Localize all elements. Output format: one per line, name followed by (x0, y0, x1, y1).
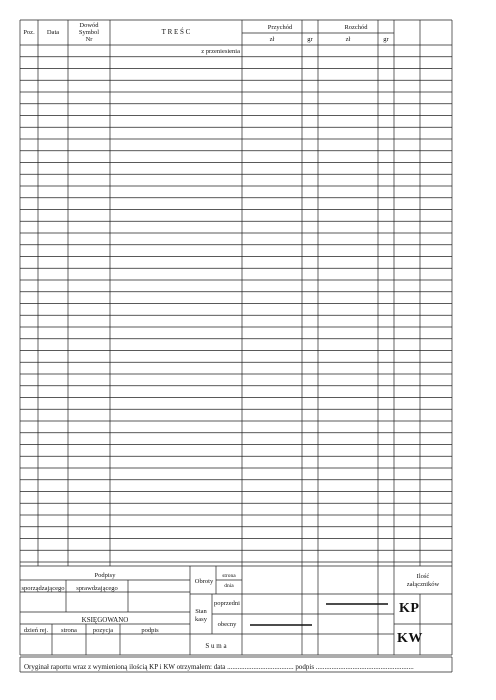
poprzedni-label: poprzedni (214, 600, 240, 607)
receipt-confirmation-line: Oryginał raportu wraz z wymienioną ilością KP i KW otrzymałem: data ...................................... podpis ........................................................ (24, 663, 414, 671)
ilosc-zalacznikow-label-1: Ilość (416, 573, 430, 580)
col-header-poz: Poz. (23, 29, 35, 36)
podpis-label: podpis (141, 627, 159, 634)
dzien-rej-label: dzień rej. (23, 627, 49, 634)
col-header-data: Data (46, 29, 60, 36)
podpisy-label: Podpisy (94, 572, 116, 579)
pozycja-label: pozycja (92, 627, 114, 634)
col-header-tresc: T R E Ś C (161, 28, 191, 36)
obecny-label: obecny (217, 621, 237, 628)
strona-dnia-label-2: dnia (224, 583, 234, 589)
suma-label: S u m a (205, 642, 227, 650)
kp-label: KP (399, 601, 420, 616)
z-przeniesienia-label: z przeniesienia (201, 48, 240, 55)
obroty-label: Obroty (194, 578, 214, 585)
sprawdzajacego-label: sprawdzającego (76, 585, 118, 592)
col-header-rozchod-zl: zł (345, 36, 351, 43)
stan-kasy-label-1: Stan (195, 608, 207, 615)
ilosc-zalacznikow-label-2: załączników (406, 581, 440, 588)
col-header-przychod-gr: gr (307, 36, 313, 43)
kw-label: KW (397, 631, 423, 646)
strona-label: strona (61, 627, 77, 634)
sporzadzajacego-label: sporządzającego (21, 585, 65, 592)
col-header-przychod: Przychód (267, 24, 293, 31)
col-header-rozchod: Rozchód (344, 24, 368, 31)
col-header-nr: Nr (85, 36, 93, 43)
col-header-dowod: Dowód (79, 22, 99, 29)
stan-kasy-label-2: kasy (195, 616, 207, 623)
strona-dnia-label-1: strona (222, 573, 236, 579)
col-header-symbol: Symbol (78, 29, 100, 36)
col-header-rozchod-gr: gr (383, 36, 389, 43)
ksiegowano-label: KSIĘGOWANO (81, 616, 129, 624)
col-header-przychod-zl: zł (269, 36, 275, 43)
